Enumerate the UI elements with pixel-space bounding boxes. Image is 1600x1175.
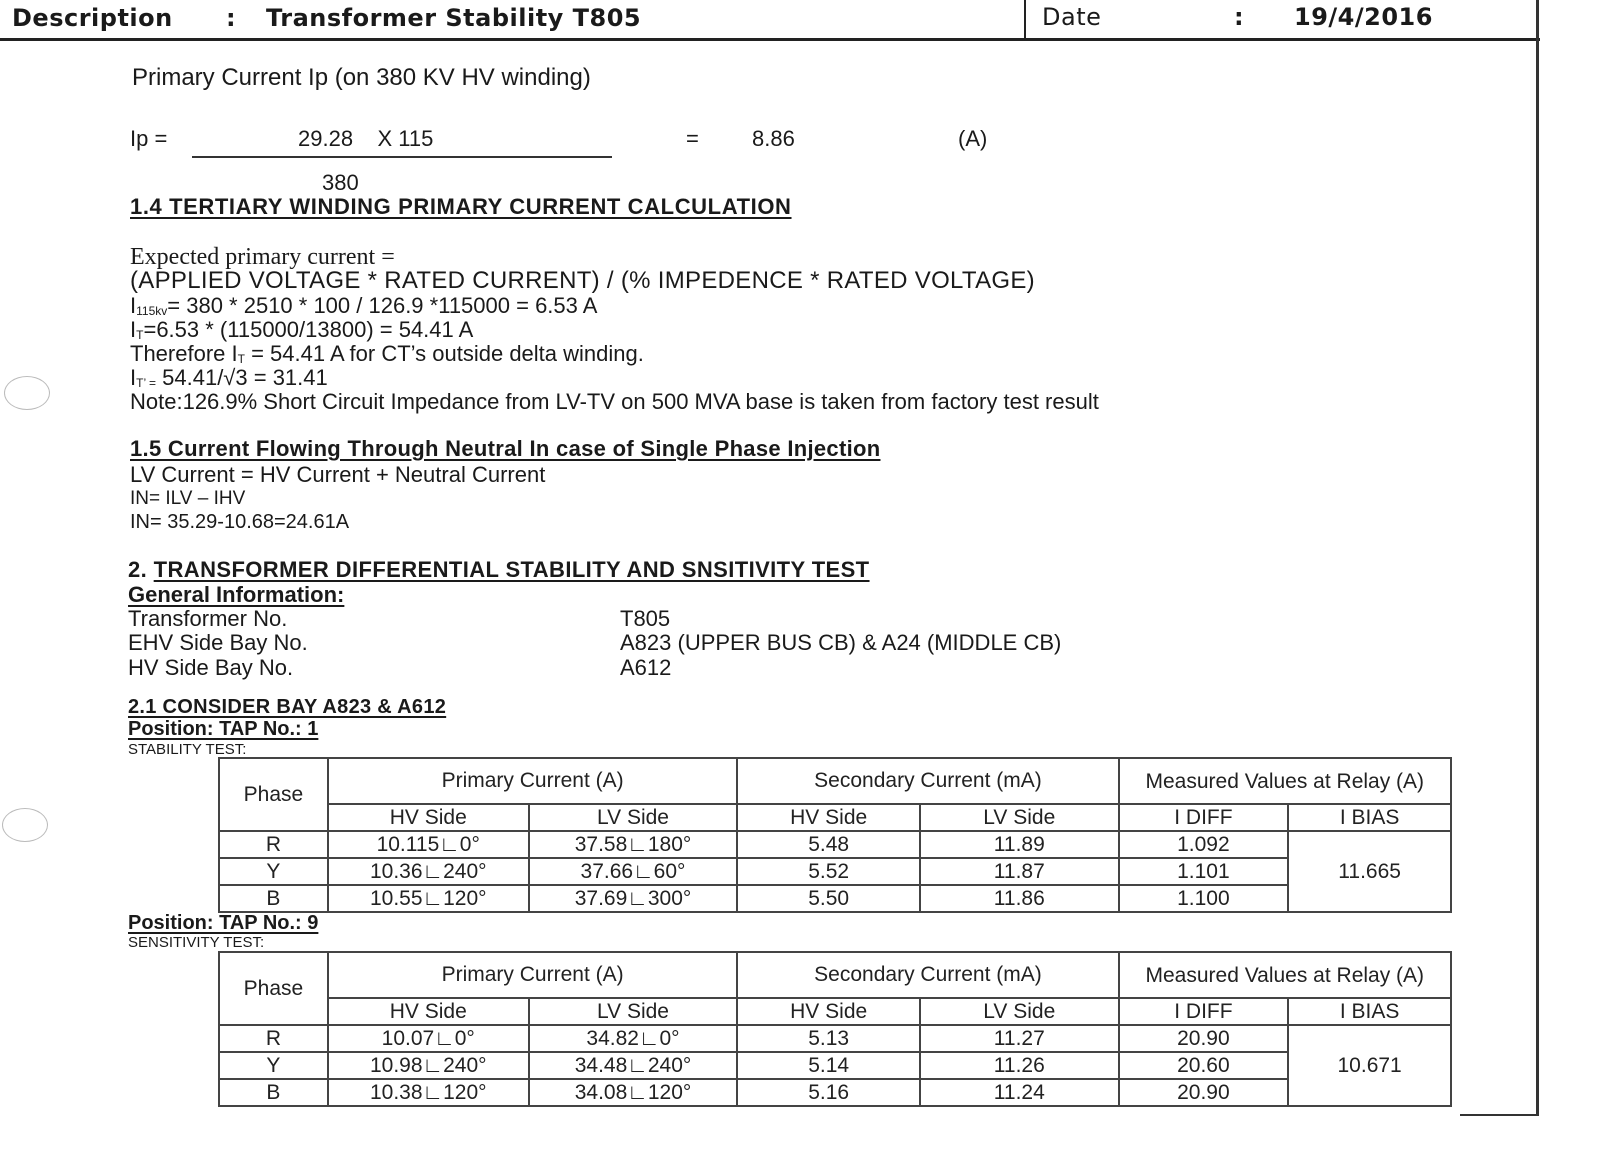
- calc-line-4: $I_{T’ =}$ 54.41/√3 = 31.41: [130, 365, 328, 390]
- fraction-bar: [192, 156, 612, 158]
- position-tap-9: Position: TAP No.: 9: [128, 912, 319, 934]
- header-secondary-lv: LV Side: [920, 998, 1119, 1025]
- primary-lv-cell: 34.08∟120°: [529, 1079, 738, 1106]
- secondary-lv-cell: 11.27: [920, 1025, 1119, 1052]
- description-value: Transformer Stability T805: [266, 4, 642, 32]
- description-label: Description: [12, 4, 173, 32]
- punch-hole-mark: [2, 808, 48, 842]
- punch-hole-mark: [4, 376, 50, 410]
- table-row: [219, 1052, 1451, 1079]
- primary-hv-cell: 10.38∟120°: [328, 1079, 529, 1106]
- calc-line-3: Therefore $I_T = 54.41$ A for CT’s outside delta winding.: [130, 341, 644, 366]
- stability-table: [218, 757, 1452, 913]
- info-label-hv-bay: HV Side Bay No.: [128, 655, 294, 680]
- header-phase: Phase: [219, 758, 328, 831]
- primary-lv-cell: 34.82∟0°: [529, 1025, 738, 1052]
- primary-hv-cell: 10.115∟0°: [328, 831, 529, 858]
- info-value-transformer: T805: [620, 606, 671, 631]
- phase-cell: B: [219, 885, 328, 912]
- primary-lv-cell: 34.48∟240°: [529, 1052, 738, 1079]
- header-secondary-lv: LV Side: [920, 804, 1119, 831]
- header-measured-values: Measured Values at Relay (A): [1119, 952, 1451, 998]
- header-secondary-current: Secondary Current (mA): [737, 758, 1118, 804]
- neutral-line-1: LV Current = HV Current + Neutral Current: [130, 462, 546, 487]
- table-header-row: [219, 952, 1451, 998]
- primary-lv-cell: 37.58∟180°: [529, 831, 738, 858]
- table-subheader-row: [219, 998, 1451, 1025]
- table-row: [219, 858, 1451, 885]
- secondary-hv-cell: 5.14: [737, 1052, 920, 1079]
- table-row: [219, 831, 1451, 858]
- primary-lv-cell: 37.66∟60°: [529, 858, 738, 885]
- primary-hv-cell: 10.55∟120°: [328, 885, 529, 912]
- section-1-4-title: 1.4 TERTIARY WINDING PRIMARY CURRENT CALCULATION: [130, 194, 792, 219]
- header-divider: [1024, 0, 1026, 38]
- idiff-cell: 20.90: [1119, 1079, 1289, 1106]
- expected-current-label: Expected primary current =: [130, 244, 395, 270]
- neutral-line-2: IN= ILV – IHV: [130, 488, 246, 509]
- header-primary-hv: HV Side: [328, 804, 529, 831]
- info-value-hv-bay: A612: [620, 655, 672, 680]
- table-row: [219, 1079, 1451, 1106]
- header-primary-current: Primary Current (A): [328, 758, 738, 804]
- ibias-cell: 10.671: [1288, 1025, 1451, 1106]
- ip-result: 8.86: [752, 126, 795, 151]
- header-rule: [0, 38, 1540, 41]
- secondary-lv-cell: 11.87: [920, 858, 1119, 885]
- ip-denominator: 380: [322, 170, 359, 195]
- header-ibias: I BIAS: [1288, 804, 1451, 831]
- info-value-ehv-bay: A823 (UPPER BUS CB) & A24 (MIDDLE CB): [620, 630, 1062, 655]
- ibias-cell: 11.665: [1288, 831, 1451, 912]
- page-border-right: [1536, 0, 1539, 1116]
- primary-hv-cell: 10.98∟240°: [328, 1052, 529, 1079]
- secondary-lv-cell: 11.86: [920, 885, 1119, 912]
- primary-hv-cell: 10.36∟240°: [328, 858, 529, 885]
- ip-label: Ip =: [130, 126, 168, 151]
- phase-cell: B: [219, 1079, 328, 1106]
- ip-numerator: 29.28 X 115: [298, 126, 434, 151]
- phase-cell: R: [219, 1025, 328, 1052]
- ip-unit: (A): [958, 126, 988, 151]
- header-secondary-hv: HV Side: [737, 998, 920, 1025]
- header-secondary-current: Secondary Current (mA): [737, 952, 1118, 998]
- header-primary-hv: HV Side: [328, 998, 529, 1025]
- description-separator: :: [226, 4, 237, 32]
- general-info-title: General Information:: [128, 582, 345, 607]
- sensitivity-table: [218, 951, 1452, 1107]
- section-1-5-title: 1.5 Current Flowing Through Neutral In case of Single Phase Injection: [130, 436, 881, 461]
- header-secondary-hv: HV Side: [737, 804, 920, 831]
- calc-line-1: $I_{115kv}= 380 * 2510 * 100 / 126.9$ *115000 = 6.53 A: [130, 293, 598, 318]
- info-label-ehv-bay: EHV Side Bay No.: [128, 630, 308, 655]
- header-measured-values: Measured Values at Relay (A): [1119, 758, 1451, 804]
- header-primary-lv: LV Side: [529, 804, 738, 831]
- info-label-transformer: Transformer No.: [128, 606, 288, 631]
- section-2-title: 2. TRANSFORMER DIFFERENTIAL STABILITY AND SNSITIVITY TEST: [128, 557, 870, 582]
- idiff-cell: 20.90: [1119, 1025, 1289, 1052]
- header-idiff: I DIFF: [1119, 804, 1289, 831]
- secondary-lv-cell: 11.89: [920, 831, 1119, 858]
- table-row: [219, 1025, 1451, 1052]
- primary-heading: Primary Current Ip (on 380 KV HV winding): [132, 64, 591, 91]
- secondary-hv-cell: 5.13: [737, 1025, 920, 1052]
- secondary-hv-cell: 5.16: [737, 1079, 920, 1106]
- header-primary-lv: LV Side: [529, 998, 738, 1025]
- phase-cell: R: [219, 831, 328, 858]
- secondary-hv-cell: 5.48: [737, 831, 920, 858]
- header-phase: Phase: [219, 952, 328, 1025]
- table-row: [219, 885, 1451, 912]
- phase-cell: Y: [219, 858, 328, 885]
- table-subheader-row: [219, 804, 1451, 831]
- header-idiff: I DIFF: [1119, 998, 1289, 1025]
- primary-hv-cell: 10.07∟0°: [328, 1025, 529, 1052]
- ip-equals: =: [686, 126, 699, 151]
- secondary-hv-cell: 5.50: [737, 885, 920, 912]
- note-line: Note:126.9% Short Circuit Impedance from LV-TV on 500 MVA base is taken from factory test result: [130, 389, 1099, 414]
- idiff-cell: 1.101: [1119, 858, 1289, 885]
- sensitivity-test-label: SENSITIVITY TEST:: [128, 934, 265, 951]
- idiff-cell: 20.60: [1119, 1052, 1289, 1079]
- formula-line: (APPLIED VOLTAGE * RATED CURRENT) / (% IMPEDENCE * RATED VOLTAGE): [130, 267, 1035, 294]
- stability-test-label: STABILITY TEST:: [128, 741, 247, 758]
- header-primary-current: Primary Current (A): [328, 952, 738, 998]
- idiff-cell: 1.100: [1119, 885, 1289, 912]
- secondary-lv-cell: 11.24: [920, 1079, 1119, 1106]
- table-header-row: [219, 758, 1451, 804]
- date-value: 19/4/2016: [1294, 3, 1433, 31]
- position-tap-1: Position: TAP No.: 1: [128, 718, 319, 740]
- secondary-lv-cell: 11.26: [920, 1052, 1119, 1079]
- section-2-1-title: 2.1 CONSIDER BAY A823 & A612: [128, 696, 447, 718]
- neutral-line-3: IN= 35.29-10.68=24.61A: [130, 511, 350, 533]
- date-separator: :: [1234, 3, 1245, 31]
- secondary-hv-cell: 5.52: [737, 858, 920, 885]
- page-border-bottom: [1460, 1114, 1539, 1116]
- primary-lv-cell: 37.69∟300°: [529, 885, 738, 912]
- date-label: Date: [1042, 3, 1102, 31]
- idiff-cell: 1.092: [1119, 831, 1289, 858]
- calc-line-2: $I_T=6.53 * (115000/13800) = 54.41$ A: [130, 317, 474, 342]
- phase-cell: Y: [219, 1052, 328, 1079]
- header-ibias: I BIAS: [1288, 998, 1451, 1025]
